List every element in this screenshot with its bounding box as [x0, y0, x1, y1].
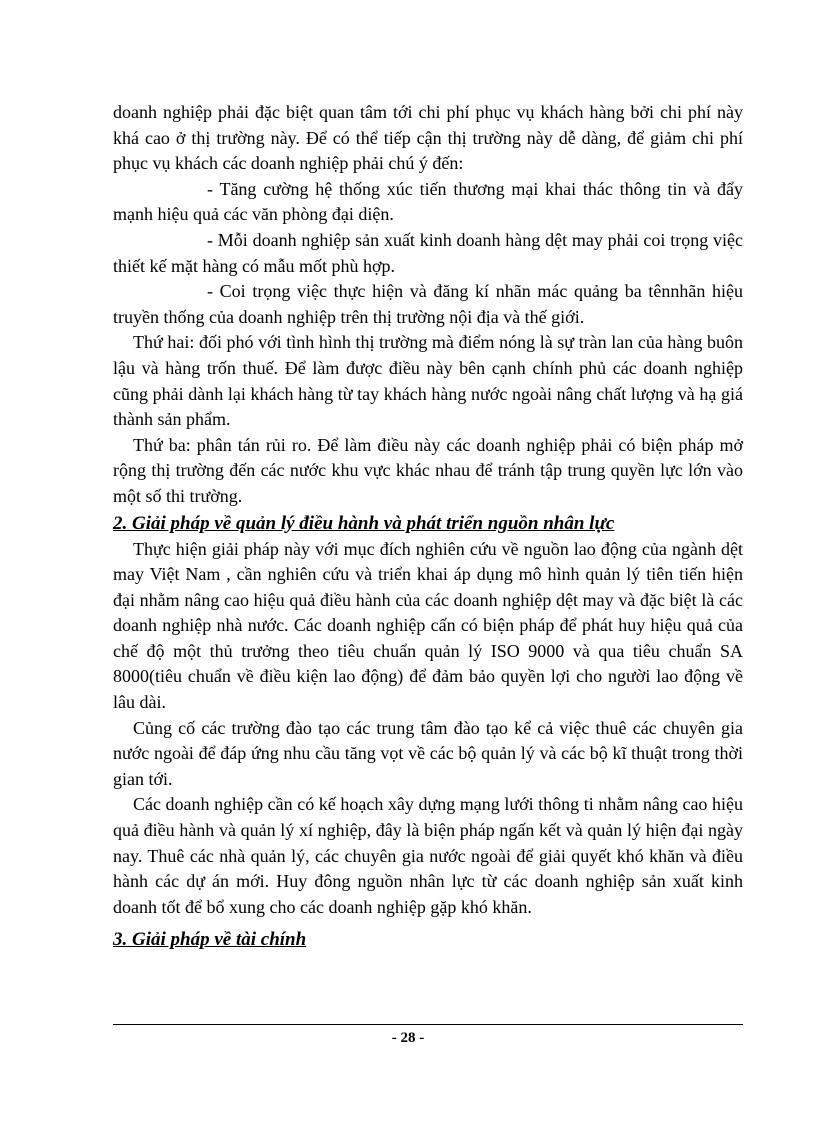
paragraph-cost-focus: doanh nghiệp phải đặc biệt quan tâm tới chi phí phục vụ khách hàng bởi chi phí này khá cao ở thị trường này. Để có thể tiếp cận thị trường này dễ dàng, để giảm chi phí phục vụ khách các doanh nghiệp phải chú ý đến:: [113, 102, 743, 174]
paragraph-second-point: Thứ hai: đối phó với tình hình thị trường mà điểm nóng là sự tràn lan của hàng buôn lậu và hàng trốn thuế. Để làm được điều này bên cạnh chính phủ các doanh nghiệp cũng phải dành lại khách hàng từ tay khách hàng nước ngoài nâng chất lượng và hạ giá thành sản phẩm.: [113, 332, 743, 430]
bullet-product-design: - Mỗi doanh nghiệp sản xuất kinh doanh hàng dệt may phải coi trọng việc thiết kế mặt hàng có mẫu mốt phù hợp.: [113, 229, 743, 276]
paragraph-training: Củng cố các trường đào tạo các trung tâm đào tạo kể cả việc thuê các chuyên gia nước ngoài để đáp ứng nhu cầu tăng vọt về các bộ quản lý và các bộ kĩ thuật trong thời gian tới.: [113, 717, 743, 789]
page-number: - 28 -: [391, 1030, 425, 1046]
paragraph-information-network: Các doanh nghiệp cần có kế hoạch xây dựng mạng lưới thông ti nhằm nâng cao hiệu quả điều hành và quản lý xí nghiệp, đây là biện pháp ngấn kết và quản lý hiện đại ngày nay. Thuê các nhà quản lý, các chuyên gia nước ngoài để giải quyết khó khăn và điều hành các dự án mới. Huy đông nguồn nhân lực từ các doanh nghiệp sản xuất kinh doanh tốt để bổ xung cho các doanh nghiệp gặp khó khăn.: [113, 794, 743, 917]
bullet-trade-promotion: - Tăng cường hệ thống xúc tiến thương mại khai thác thông tin và đẩy mạnh hiệu quả các văn phòng đại diện.: [113, 178, 743, 225]
section-heading-finance: 3. Giải pháp về tài chính: [113, 929, 307, 951]
footer-divider: [113, 1024, 743, 1025]
bullet-brand-registration: - Coi trọng việc thực hiện và đăng kí nhãn mác quảng ba tênnhãn hiệu truyền thống của doanh nghiệp trên thị trường nội địa và thế giới.: [113, 281, 743, 327]
section-heading-management: 2. Giải pháp về quản lý điều hành và phát triển nguồn nhân lực: [113, 512, 615, 534]
paragraph-third-point: Thứ ba: phân tán rủi ro. Để làm điều này các doanh nghiệp phải có biện pháp mở rộng thị trường đến các nước khu vực khác nhau để tránh tập trung quyền lực lớn vào một số thi trường.: [113, 434, 743, 506]
paragraph-management-model: Thực hiện giải pháp này với mục đích nghiên cứu về nguồn lao động của ngành dệt may Việt Nam , cần nghiên cứu và triển khai áp dụng mô hình quản lý tiên tiến hiện đại nhằm nâng cao hiệu quả điều hành của các doanh nghiệp dệt may và đặc biệt là các doanh nghiệp nhà nước. Các doanh nghiệp cấn có biện pháp để phát huy hiệu quả của chế độ một thủ trưởng theo tiêu chuẩn quản lý ISO 9000 và qua tiêu chuẩn SA 8000(tiêu chuẩn về điều kiện lao động) để đảm bảo quyền lợi cho người lao động về lâu dài.: [113, 538, 743, 713]
document-body: [113, 100, 743, 953]
